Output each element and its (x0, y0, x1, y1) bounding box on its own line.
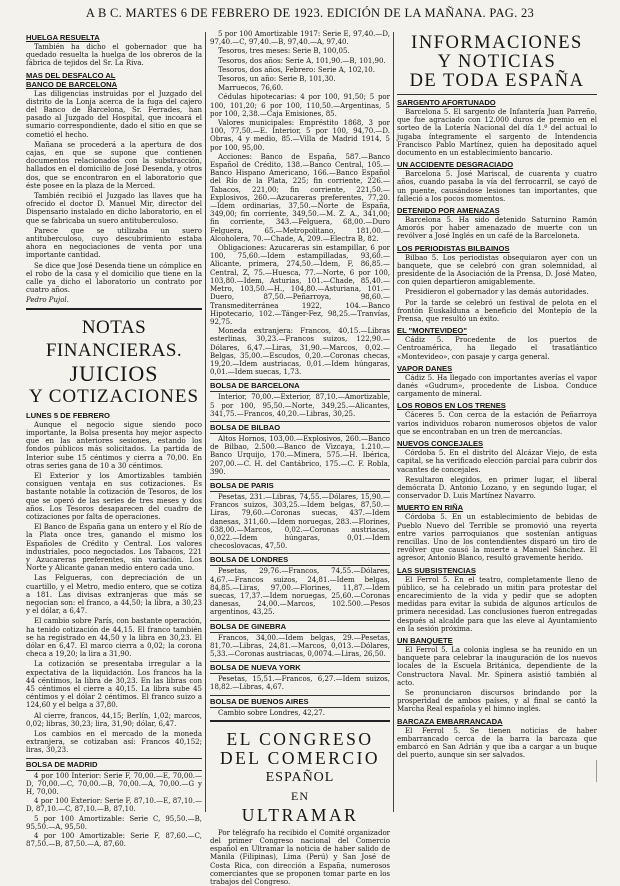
accidente-headline: UN ACCIDENTE DESGRACIADO (397, 160, 514, 170)
divider (210, 720, 390, 722)
madrid-quote: 4 por 100 Amortizable: Serie F, 87,60.—C, 87,50.—B, 87,50.—A, 87,60. (26, 832, 202, 849)
notas-headline-line: JUICIOS (69, 360, 159, 386)
divider (26, 308, 202, 310)
news-paragraph: Bilbao 5. Los periodistas obsequiaron ayer con un banquete, que se celebró con gran solemnidad, al presidente de la Asociación de la Prensa, D. José Mateo, con quien departieron amigablemente. (397, 253, 597, 287)
quote-line: Pesetas, 231.—Libras, 74,55.—Dólares, 15,90.—Francos suizos, 303,25.—Idem belgas, 87,50.—Liras, 79,60.—Coronas suecas, 437.—Idem danesas, 311,60.—Idem noruegas, 283.—Florines, 638,00.—Marcos, 0,02.—Coronas austriacas, 0,022.—Idem húngaras, 0,01.—Idem checoslovacas, 47,50. (210, 492, 390, 551)
bolsa-nueva-york-headline: BOLSA DE NUEVA YORK (210, 661, 390, 674)
amenazas-headline: DETENIDO POR AMENAZAS (397, 206, 500, 216)
notas-headline-line: Y COTIZACIONES (28, 385, 200, 407)
news-paragraph: Cádiz 5. Procedente de los puertos de Centroamérica, ha llegado el trasatlántico «Montevideo», con pasaje y carga general. (397, 336, 597, 361)
informaciones-headline (397, 34, 597, 91)
news-paragraph: Se pronunciaron discursos brindando por la prosperidad de ambos países, y al final se cantó la Marcha Real española y el himno inglés. (397, 688, 597, 714)
quote-line: 5 por 100 Amortizable 1917: Serie E, 97,40.—D, 97,40.—C, 97,40.—B, 97,40.—A, 97,40. (210, 30, 390, 47)
column-1 (26, 30, 202, 849)
news-paragraph: Cáceres 5. Con cerca de la estación de Peñarroya varios individuos robaron numerosos objetos de valor que se encontraban en un tren de mercancías. (397, 411, 597, 436)
news-paragraph: El Ferrol 5. La colonia inglesa se ha reunido en un banquete para celebrar la inauguración de los nuevos locales de la Escuela Británica, dependiente de la Constructora Naval. Mr. Spinera asistió también al acto. (397, 645, 597, 687)
news-paragraph: Córdoba 5. En un establecimiento de bebidas de Pueblo Nuevo del Terrible se promovió una reyerta entre varios parroquianos que sostenían antiguas rencillas. Uno de los contendientes disparó un tiro de revólver que causó la muerte a Manuel Sánchez. El agresor, Antonio Blanco, resultó gravemente herido. (397, 513, 597, 563)
banquete-headline: UN BANQUETE (397, 635, 453, 645)
huelga-headline: HUELGA RESUELTA (26, 33, 100, 42)
news-paragraph: Cádiz 5. Ha llegado con importantes averías el vapor danés «Gudrum», procedente de Lisboa. Conduce cargamento de mineral. (397, 373, 597, 399)
congreso-paragraph: Por telégrafo ha recibido el Comité organizador del primer Congreso nacional del Comercio español en Ultramar la noticia de haber salido de Manila (Filipinas), Lima (Perú) y San José de Costa Rica, con dirección a España, numerosos comerciantes que se proponen tomar parte en los trabajos del Congreso. (210, 828, 390, 886)
subsistencias-headline: LAS SUBSISTENCIAS (397, 565, 476, 575)
news-paragraph: El Ferrol 5. Se tienen noticias de haber embarrancado cerca de la barra la barcaza que embarcó en San Adrián y que iba a cargar a un buque del puerto, aunque sin ser salvados. (397, 726, 597, 760)
desfalco-paragraph: Mañana se procederá a la apertura de dos cajas, en que se supone que contienen documentos relacionados con la substracción, hallados en el domicilio de José Desenda, y otros dos, que se encontraron en el laboratorio que éste posee en la plaza de la Merced. (26, 140, 202, 190)
desfalco-headline-2: BANCO DE BARCELONA (26, 79, 118, 89)
bolsa-madrid-headline: BOLSA DE MADRID (26, 758, 202, 771)
quote-line: Cambio sobre Londres, 42,27. (218, 708, 325, 717)
quote-line: Altos Hornos, 103,00.—Explosivos, 260.—Banco de Bilbao, 2.500.—Banco de Vizcaya, 1.210.—Banco Urquijo, 170.—Minera, 575.—H. Ibérica, 207,00.—C. H. del Cantábrico, 175.—C. F. Robla, 390. (210, 434, 390, 476)
quote-line: Pesetas, 29,76.—Francos, 74,55.—Dólares, 4,67.—Francos suizos, 24,81.—Idem belgas, 84,85.—Liras, 97,00.—Florines, 11,87.—Idem suecas, 17,37.—Idem noruegas, 25,60.—Coronas danesas, 24,00.—Marcos, 102.500.—Pesos argentinos, 43,25. (210, 567, 390, 617)
quote-line: Marruecos, 76,60. (218, 84, 284, 93)
notas-paragraph: El cambio sobre París, con bastante operación, ha tenido cotización de 44,15. El franco también se ha registrado en 44,50 y la libra en 30,23. El dólar en 6,47. El marco cierra a 0,02; la corona checa a 19,20; la lira a 31,90. (26, 617, 202, 659)
huelga-text: También ha dicho el gobernador que ha quedado resuelta la huelga de los obreros de la fábrica de tejidos del Sr. La Riva. (26, 43, 202, 68)
lunes-headline: LUNES 5 DE FEBRERO (26, 410, 110, 420)
desfalco-paragraph: También recibió el Juzgado las llaves que ha ofrecido el doctor D. Manuel Mir, director del Dispensario instalado en dicho laboratorio, en el que se fabricaba un suero antituberculoso. (26, 192, 202, 225)
montevideo-headline: EL "MONTEVIDEO" (397, 326, 467, 336)
periodistas-headline: LOS PERIODISTAS BILBAINOS (397, 243, 510, 253)
bolsa-paris-headline: BOLSA DE PARIS (210, 479, 390, 492)
quote-line: Obligaciones: Azucareras sin estampillar, 6 por 100, 75,60.—Idem estampilladas, 93,60.—Alicante, primera, 274,50.—Idem, F, 86,85.—Central, Z, 75.—Huesca, 77.—Norte, 6 por 100, 103,80.—Idem, Asturias, 101.—Chade, 85,40.—Metro, 103,50.—H., 104,80.—Asturiana, 101.—Duero, 87,50.—Peñarroya, 98,60.—Transmediterránea 1922, 104.—Banco Hipotecario, 102.—Tánger-Fez, 98,25.—Tranvías, 92,75. (210, 244, 390, 326)
divider (397, 94, 597, 95)
column-rule-right (393, 32, 394, 812)
bolsa-barcelona-headline: BOLSA DE BARCELONA (210, 379, 390, 392)
desfalco-headline-1: MAS DEL DESFALCO AL (26, 70, 116, 80)
notas-paragraph: La cotización se presentaba irregular a la expectativa de la liquidación. Los francos ha la 44 céntimos, la libra de 30,23. En las libras con 45 céntimos el cierre a 40,15. La libra sube 45 céntimos y el dólar 2 céntimos. El franco suizo a 124,60 y el belga a 37,80. (26, 660, 202, 710)
quote-line: Pesetas, 15,51.—Francos, 6,27.—Idem suizos, 18,82.—Libras, 4,67. (210, 675, 390, 692)
news-paragraph: Barcelona 5. Ha sido detenido Saturnino Ramón Amorós por haber amenazado de muerte con un revólver a José Inglés en un café de la Barceloneta. (397, 216, 597, 241)
notas-paragraph: Al cierre, francos, 44,15; Berlín, 1,02; marcos, 0,02; libras, 30,23; lira, 31,90; dólar, 6,47. (26, 711, 202, 728)
informaciones-headline-line: Y NOTICIAS (437, 52, 557, 72)
page-corner-mark (596, 760, 615, 782)
notas-paragraph: Las Felgueras, con depreciación de un cuartillo, y el Metro, medio entero, que se cotiza a 181. Las divisas extranjeras que más se negocian son: el franco, a 44,50; la libra, a 30,23 y el dólar, a 6,47. (26, 574, 202, 616)
quote-line: Tesoros, dos años, Febrero: Serie A, 102,10. (218, 65, 375, 74)
bolsa-ginebra-headline: BOLSA DE GINEBRA (210, 620, 390, 633)
notas-headline-line: NOTAS FINANCIERAS. (45, 316, 183, 361)
news-paragraph: Barcelona 5. El sargento de Infantería Juan Parreño, que fue agraciado con 12.000 duros de premio en el sorteo de la Lotería Nacional del día 1.º del actual lo jugaba íntegramente el sargento de Intendencia Francisco Pablo Martínez, quien ha depositado aquel documento en un establecimiento bancario. (397, 108, 597, 158)
column-3 (397, 30, 597, 815)
congreso-headline-line: EN (291, 788, 309, 803)
barcaza-headline: BARCAZA EMBARRANCADA (397, 716, 503, 726)
sargento-headline: SARGENTO AFORTUNADO (397, 98, 496, 107)
news-paragraph: Presidieron el gobernador y las demás autoridades. (405, 288, 589, 297)
news-paragraph: El Ferrol 5. En el teatro, completamente lleno de público, se ha celebrado un mitin para protestar del encarecimiento de la vida y pedir que se adopten medidas para evitar la subida de algunos artículos de primera necesidad. Las conclusiones fueron entregadas después al alcalde para que las eleve al Ayuntamiento en la sesión próxima. (397, 575, 597, 633)
quote-line: Tesoros, tres meses: Serie B, 100,05. (218, 47, 350, 56)
notas-paragraph: Los cambios en el mercado de la moneda extranjera, se cotizaban así: Francos 40,152; liras, 30,23. (26, 730, 202, 755)
quote-line: Valores municipales: Empréstito 1868, 3 por 100, 77,50.—E. Interior, 5 por 100, 94,70.—D. Obras, 4 y medio, 85.—Villa de Madrid 1914, 5 por 100, 95,00. (210, 119, 390, 152)
informaciones-headline-line: INFORMACIONES (411, 33, 583, 53)
quote-line: Interior, 70,00.—Exterior, 87,10.—Amortizable, 5 por 100, 95,50.—Norte, 349,25.—Alicantes, 341,75.—Francos, 40,20.—Libras, 30,25. (210, 393, 390, 418)
quote-line: Tesoros, un año: Serie B, 101,30. (218, 75, 336, 84)
bolsa-londres-headline: BOLSA DE LONDRES (210, 553, 390, 566)
news-paragraph: Por la tarde se celebró un festival de pelota en el frontón Euskalduna a beneficio del Montepío de la Prensa, que resultó un éxito. (397, 298, 597, 324)
column-2 (210, 30, 390, 886)
quote-line: Cédulas hipotecarias: 4 por 100, 91,50; 5 por 100, 101,20; 6 por 100, 110,50.—Argentinas, 5 por 100, 2,38.—Caja Emisiones, 85. (210, 93, 390, 118)
madrid-quote: 5 por 100 Amortizable: Serie C, 95,50.—B, 95,50.—A, 95,50. (26, 814, 202, 831)
informaciones-headline-line: DE TODA ESPAÑA (409, 71, 585, 91)
news-paragraph: Córdoba 5. En el distrito del Alcázar Viejo, de esta capital, se ha verificado elección parcial para cubrir dos vacantes de concejales. (397, 449, 597, 474)
desfalco-paragraph: Las diligencias instruidas por el Juzgado del distrito de la Lonja acerca de la fuga del cajero del Banco de Barcelona, Sr. Ferrades, han pasado al Juzgado del Hospital, que incoará el sumario correspondiente, dado el sitio en que se cometió el hecho. (26, 89, 202, 139)
notas-financieras-headline (26, 316, 202, 408)
congreso-headline (210, 730, 390, 825)
congreso-headline-line: ULTRAMAR (241, 804, 359, 825)
quote-line: Francos, 34,00.—Idem belgas, 29.—Pesetas, 81,70.—Libras, 24,81.—Marcos, 0,013.—Dólares, 5,33.—Coronas austriacas, 0,0074.—Liras, 26,50. (210, 633, 390, 658)
congreso-headline-line: ESPAÑOL (265, 769, 335, 785)
masthead: A B C. MARTES 6 DE FEBRERO DE 1923. EDICIÓN DE LA MAÑANA. PAG. 23 (85, 6, 535, 20)
madrid-quote: 4 por 100 Interior: Serie F, 70,00.—E, 70,00.—D, 70,00.—C, 70,00.—B, 70,00.—A, 70,00.—G y H, 70,00. (26, 771, 202, 797)
rina-headline: MUERTO EN RIÑA (397, 503, 464, 513)
news-paragraph: Barcelona 5. José Mariscal, de cuarenta y cuatro años, cuando pasaba la vía del ferrocarril, se cayó de un puente, causándose lesiones tan importantes, que falleció a los pocos momentos. (397, 170, 597, 203)
congreso-headline-line: EL CONGRESO (226, 728, 374, 749)
concejales-headline: NUEVOS CONCEJALES (397, 439, 484, 449)
madrid-quote: 4 por 100 Exterior: Serie F, 87,10.—E, 87,10.—D, 87,10.—C, 87,10.—B, 87,10. (26, 797, 202, 814)
desfalco-paragraph: Se dice que José Desenda tiene un cómplice en el robo de la casa y el domicilio que tiene en la calle ya dicho el laboratorio un contrato por cuatro años. (26, 261, 202, 295)
desfalco-paragraph: Parece que se utilizaba un suero antituberculoso, cuyo descubrimiento estaba ahora en negociaciones de venta por una importante cantidad. (26, 226, 202, 260)
column-rule-left (205, 32, 206, 812)
robos-headline: LOS ROBOS EN LOS TRENES (397, 401, 506, 411)
bolsa-bilbao-headline: BOLSA DE BILBAO (210, 421, 390, 434)
congreso-headline-line: DEL COMERCIO (219, 747, 381, 768)
quote-line: Acciones: Banco de España, 587.—Banco Español de Crédito, 138.—Banco Central, 105.—Banco Hispano Americano, 166.—Banco Español del Río de la Plata, 225; fin corriente, 226.—Tabacos, 221,00; fin corriente, 221,50.—Explosivos, 260.—Azucareras preferentes, 77,20.—Idem ordinarias, 37,50.—Norte de España, 349,00; fin corriente, 349,50.—M. Z. A., 341,00; fin corriente, 343.—Felguera, 68,00.—Duro Felguera, 65.—Metropolitano, 181,00.—Alcoholera, 70.—Chade, A, 209.—Electra B, 82. (210, 152, 390, 243)
bolsa-buenos-aires-headline: BOLSA DE BUENOS AIRES (210, 695, 390, 708)
notas-paragraph: El Exterior y los Amortizables también consiguen ventaja en sus cotizaciones. Es bastante notable la cotización de Tesoros, de los que se operó de las series de tres meses y dos años. Los Tesoros desaparecen del cuadro de cotizaciones por falta de operaciones. (26, 471, 202, 521)
notas-paragraph: El Banco de España gana un entero y el Río de la Plata once tres, ganando el mismo los Españoles de Crédito y Central. Los valores industriales, poco negociados. Los Tabacos, 221 y Azucareras preferentes, sin variación. Los Norte y Alicante ganan medio entero cada uno. (26, 523, 202, 573)
quote-line: Moneda extranjera: Francos, 40,15.—Libras esterlinas, 30,23.—Francos suizos, 122,90.—Dólares, 6,47.—Liras, 31,90.—Marcos, 0,02.—Belgas, 35,00.—Escudos, 0,20.—Coronas checas, 19,20.—Idem austriacas, 0,01.—Idem húngaras, 0,01.—Idem suecas, 1,73. (210, 327, 390, 377)
signature: Pedro Pujol. (26, 296, 69, 305)
vapor-headline: VAPOR DANES (397, 363, 453, 373)
quote-line: Tesoros, dos años: Serie A, 101,90.—B, 101,90. (218, 56, 386, 65)
news-paragraph: Resultaron elegidos, en primer lugar, el liberal demócrata D. Antonio Lozano, y en segundo lugar, el conservador D. Luis Martínez Navarro. (397, 475, 597, 501)
notas-paragraph: Aunque el negocio sigue siendo poco importante, la Bolsa presenta hoy mejor aspecto que en las anteriores sesiones, estando los fondos públicos más solicitados. La partida de Interior sube 15 céntimos y cierra a 70,00. En otras series gana de 10 a 30 céntimos. (26, 420, 202, 470)
